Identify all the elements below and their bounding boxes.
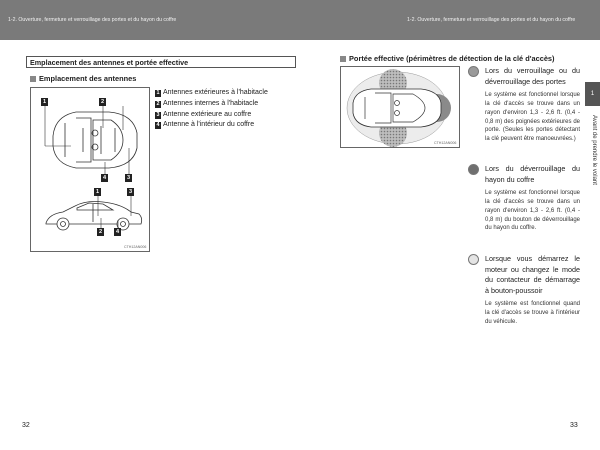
- item-text: Antenne extérieure au coffre: [163, 110, 252, 118]
- range-figure-caption: CTH12AN006: [434, 141, 457, 145]
- figure-label-3b: 3: [128, 189, 133, 195]
- range-block-body: Le système est fonctionnel quand la clé d'accès se trouve à l'intérieur du véhicule.: [485, 301, 580, 325]
- list-item: [155, 88, 295, 99]
- range-block-engine: [468, 254, 580, 327]
- figure-label-1b: 1: [95, 189, 100, 195]
- item-text: Antennes extérieures à l'habitacle: [163, 89, 268, 96]
- list-item: [155, 99, 295, 110]
- range-block-title: [468, 254, 580, 296]
- figure-label-4: 4: [102, 175, 107, 181]
- item-number: 4: [156, 122, 160, 129]
- chapter-tab: 1: [585, 82, 600, 106]
- range-block-title: [468, 164, 580, 185]
- list-item: [155, 110, 295, 121]
- left-subhead: [30, 74, 136, 83]
- right-subhead: [340, 54, 555, 63]
- item-text: Antenne à l'intérieur du coffre: [163, 121, 255, 129]
- range-block-title-text: Lors du verrouillage ou du déverrouillage des portes: [485, 66, 580, 86]
- antenna-location-figure: [30, 87, 150, 252]
- item-number: 1: [156, 90, 160, 96]
- antenna-legend-list: [155, 88, 295, 131]
- item-number: 3: [156, 111, 160, 118]
- square-bullet-icon: [340, 56, 346, 62]
- item-number: 2: [156, 100, 160, 107]
- item-text: Antennes internes à l'habitacle: [163, 99, 259, 107]
- range-block-body: Le système est fonctionnel lorsque la clé d'accès se trouve dans un rayon d'environ 1,3 - 2,6 ft. (0,4 - 0,8 m) du bouton de déverrouillage du hayon du coffre.: [485, 190, 580, 232]
- figure-label-4b: 4: [115, 229, 120, 235]
- right-page-number: 33: [570, 422, 578, 429]
- left-subhead-text: Emplacement des antennes: [39, 74, 137, 83]
- range-block-title: [468, 66, 580, 87]
- leader-lines-top: [45, 106, 129, 174]
- range-block-title-text: Lors du déverrouillage du hayon du coffre: [485, 164, 580, 184]
- car-side-view: [46, 202, 142, 231]
- range-block-doors: [468, 66, 580, 144]
- trunk-zone-swatch-icon: [468, 164, 479, 175]
- door-zone-swatch-icon: [468, 66, 479, 77]
- header-right-text: 1-2. Ouverture, fermeture et verrouillage des portes et du hayon du coffre: [407, 17, 576, 23]
- left-page-number: 32: [22, 422, 30, 429]
- right-subhead-text: Portée effective (périmètres de détection de la clé d'accès): [349, 54, 555, 63]
- square-bullet-icon: [30, 76, 36, 82]
- chapter-side-text: Avant de prendre le volant: [591, 115, 597, 185]
- car-diagram-svg: [31, 88, 151, 253]
- detection-range-svg: [341, 67, 461, 149]
- detection-range-figure: [340, 66, 460, 148]
- figure-label-3: 3: [126, 175, 131, 181]
- header-left-text: 1-2. Ouverture, fermeture et verrouillage des portes et du hayon du coffre: [8, 17, 177, 23]
- figure-label-1: 1: [42, 99, 47, 105]
- list-item: [155, 120, 295, 131]
- figure-caption: CTH12AN006: [124, 245, 147, 249]
- cabin-zone-swatch-icon: [468, 254, 479, 265]
- range-block-trunk: [468, 164, 580, 233]
- figure-label-2b: 2: [98, 229, 103, 235]
- section-title: Emplacement des antennes et portée effective: [26, 56, 296, 68]
- car-top-view-range: [353, 89, 441, 127]
- range-block-body: Le système est fonctionnel lorsque la clé d'accès se trouve dans un rayon d'environ 1,3 - 2,6 ft. (0,4 - 0,8 m) des poignées extérieures de porte. (Seules les portes détectant la clé peuvent être manoeuvrées.): [485, 92, 580, 143]
- figure-label-2: 2: [100, 99, 105, 105]
- range-block-title-text: Lorsque vous démarrez le moteur ou changez le mode du contacteur de démarrage à bouton-poussoir: [485, 254, 580, 295]
- car-top-view: [53, 112, 137, 168]
